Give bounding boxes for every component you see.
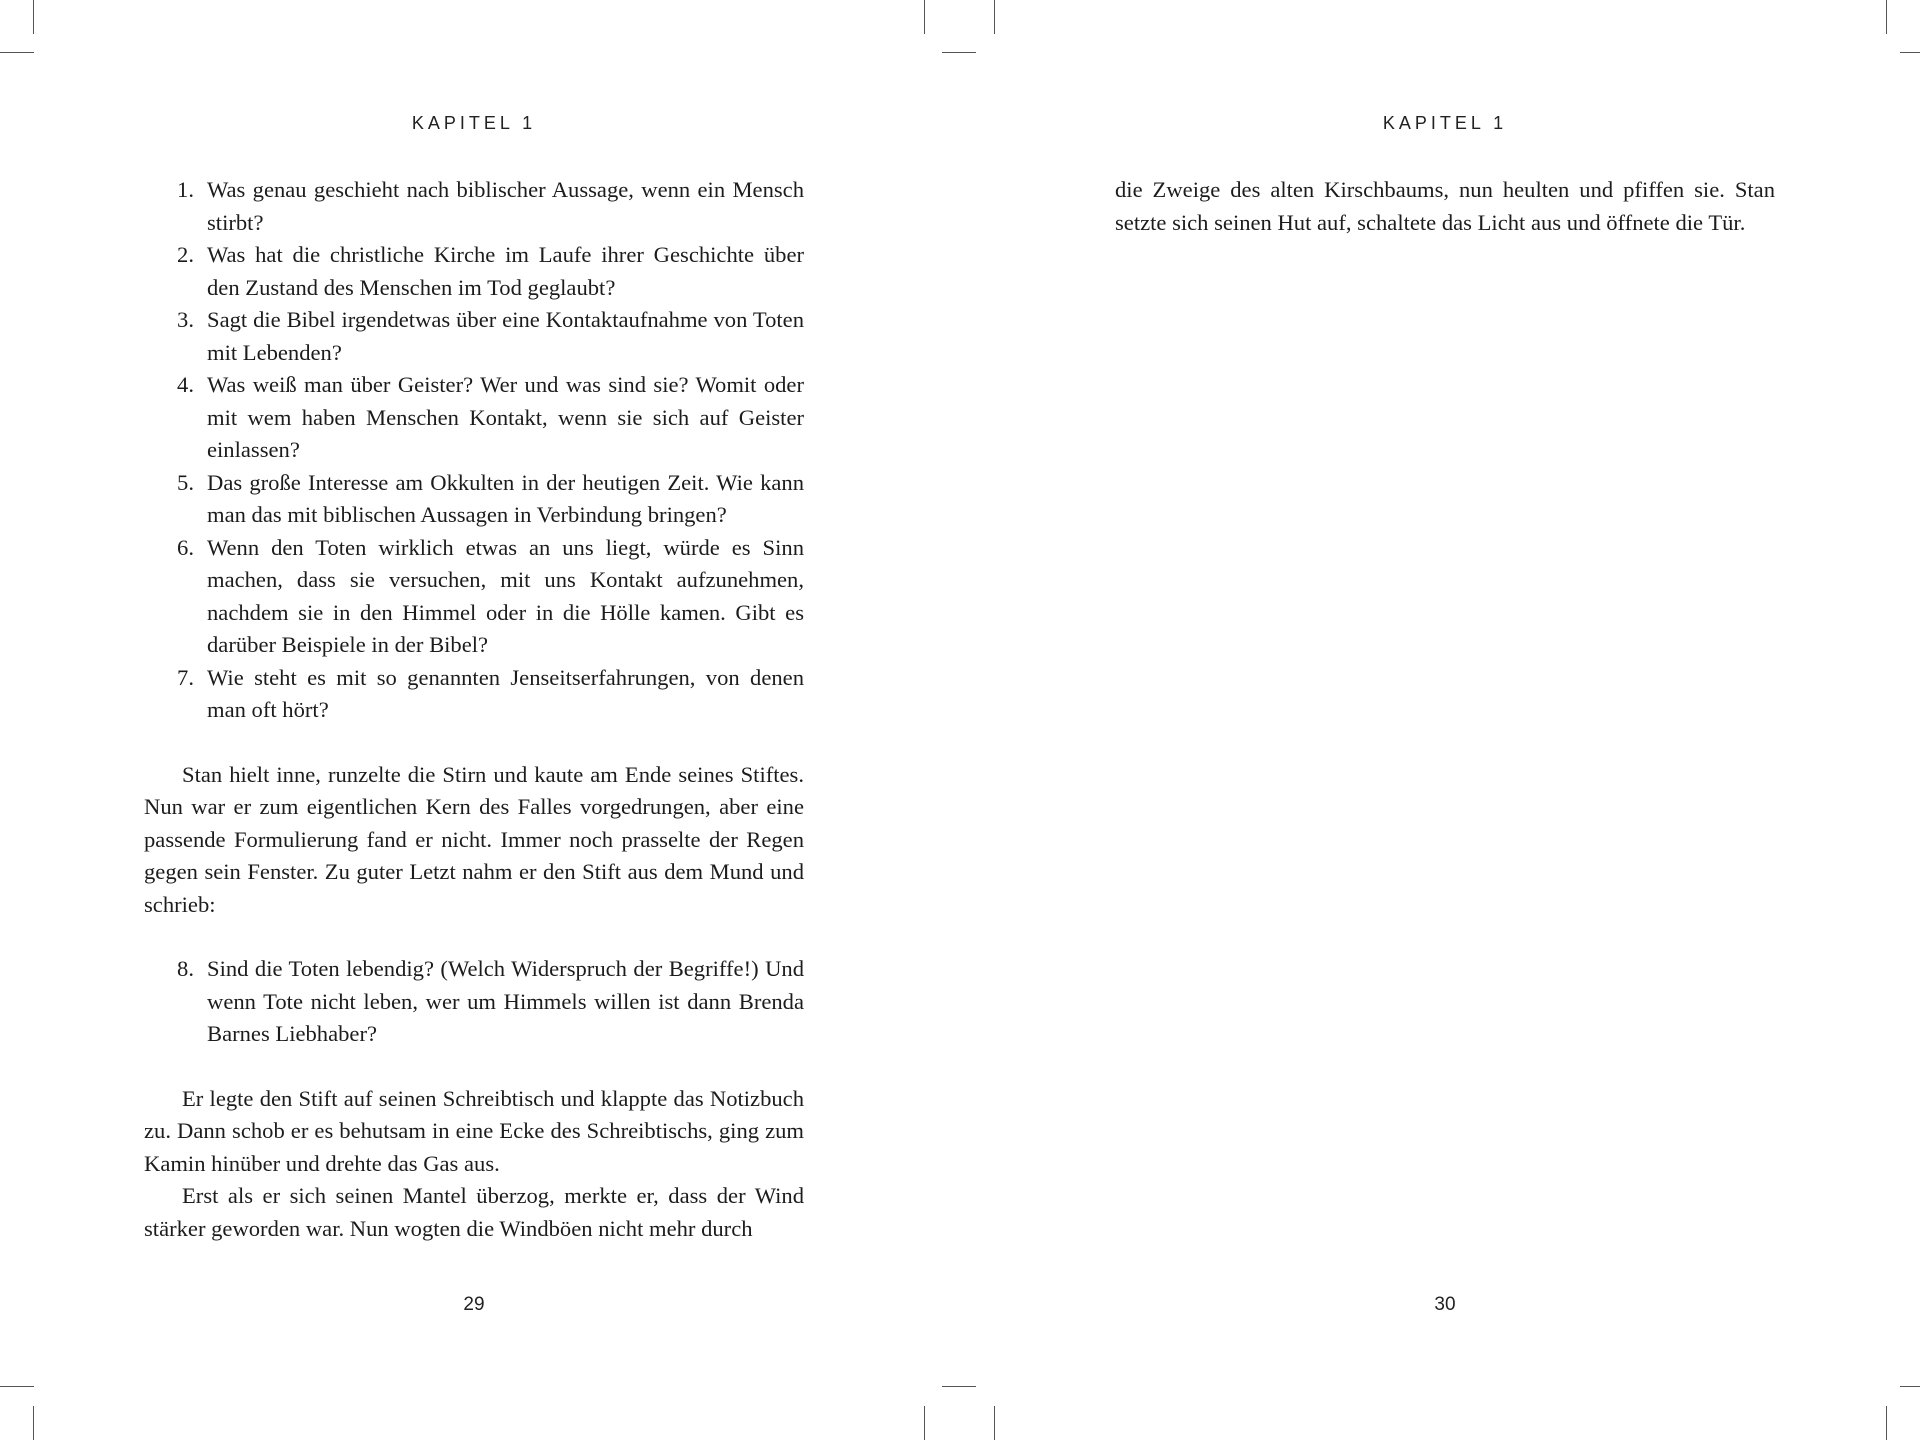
list-item bbox=[144, 662, 804, 727]
left-page-body bbox=[144, 174, 804, 1245]
list-number: 7. bbox=[177, 664, 194, 690]
list-text: Was weiß man über Geister? Wer und was sind sie? Womit oder mit wem haben Menschen Kontakt, wenn sie sich auf Geister einlassen? bbox=[207, 372, 804, 462]
paragraph: Stan hielt inne, runzelte die Stirn und kaute am Ende seines Stiftes. Nun war er zum eigentlichen Kern des Falles vorgedrungen, aber eine passende Formulierung fand er nicht. Immer noch prasselte der Regen gegen sein Fenster. Zu guter Letzt nahm er den Stift aus dem Mund und schrieb: bbox=[144, 761, 804, 917]
page-number: 29 bbox=[463, 1294, 485, 1315]
right-page bbox=[960, 0, 1920, 1440]
list-number: 4. bbox=[177, 372, 194, 397]
paragraph: Erst als er sich seinen Mantel überzog, merkte er, dass der Wind stärker geworden war. Nun wogten die Windböen nicht mehr durch bbox=[144, 1183, 804, 1241]
spacer bbox=[144, 1051, 804, 1083]
question-list bbox=[144, 953, 804, 1051]
paragraph: die Zweige des alten Kirschbaums, nun heulten und pfiffen sie. Stan setzte sich seinen Hut auf, schaltete das Licht aus und öffnete die Tür. bbox=[1115, 177, 1775, 235]
list-text: Sind die Toten lebendig? (Welch Widerspruch der Begriffe!) Und wenn Tote nicht leben, wer um Himmels willen ist dann Brenda Barnes Liebhaber? bbox=[207, 956, 804, 1046]
page-number: 30 bbox=[1434, 1294, 1456, 1315]
right-page-body bbox=[1115, 174, 1775, 239]
list-number: 8. bbox=[177, 956, 194, 981]
spacer bbox=[144, 727, 804, 759]
list-item bbox=[144, 467, 804, 532]
list-number: 6. bbox=[177, 534, 194, 560]
list-number: 5. bbox=[177, 469, 194, 495]
list-number: 2. bbox=[177, 242, 194, 267]
list-item bbox=[144, 532, 804, 662]
list-text: Das große Interesse am Okkulten in der heutigen Zeit. Wie kann man das mit biblischen Aussagen in Verbindung bringen? bbox=[207, 469, 804, 527]
list-item bbox=[144, 369, 804, 467]
list-text: Sagt die Bibel irgendetwas über eine Kontaktaufnahme von Toten mit Lebenden? bbox=[207, 307, 804, 365]
spacer bbox=[144, 921, 804, 953]
list-text: Was genau geschieht nach biblischer Aussage, wenn ein Mensch stirbt? bbox=[207, 177, 804, 235]
list-item bbox=[144, 304, 804, 369]
running-head: KAPITEL 1 bbox=[1382, 113, 1508, 133]
list-item bbox=[144, 174, 804, 239]
list-number: 1. bbox=[177, 177, 194, 202]
list-text: Was hat die christliche Kirche im Laufe ihrer Geschichte über den Zustand des Menschen im Tod geglaubt? bbox=[207, 242, 804, 300]
list-number: 3. bbox=[177, 307, 194, 332]
list-item bbox=[144, 239, 804, 304]
question-list bbox=[144, 174, 804, 727]
list-text: Wie steht es mit so genannten Jenseitserfahrungen, von denen man oft hört? bbox=[207, 664, 804, 722]
running-head: KAPITEL 1 bbox=[411, 113, 537, 133]
list-item bbox=[144, 953, 804, 1051]
list-text: Wenn den Toten wirklich etwas an uns liegt, würde es Sinn machen, dass sie versuchen, mit uns Kontakt aufzunehmen, nachdem sie in den Himmel oder in die Hölle kamen. Gibt es darüber Beispiele in der Bibel? bbox=[207, 534, 804, 657]
paragraph: Er legte den Stift auf seinen Schreibtisch und klappte das Notizbuch zu. Dann schob er es behutsam in eine Ecke des Schreibtischs, ging zum Kamin hinüber und drehte das Gas aus. bbox=[144, 1085, 804, 1176]
